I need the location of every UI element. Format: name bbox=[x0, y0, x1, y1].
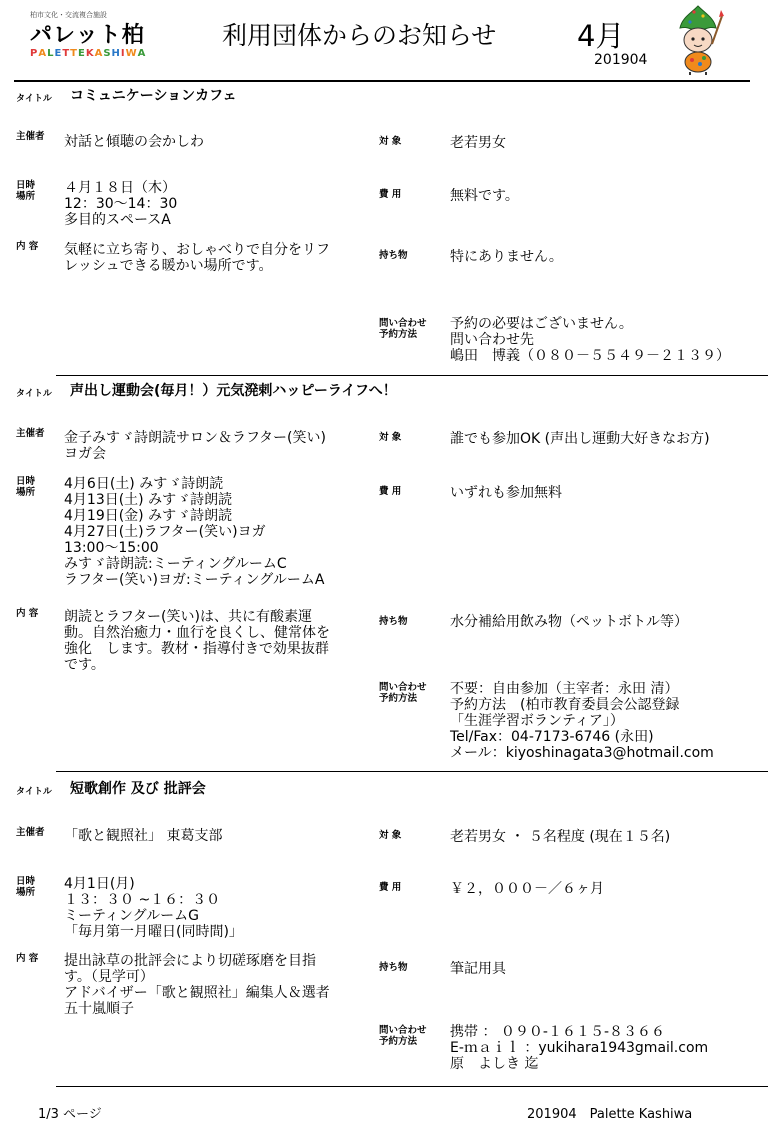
logo-letter: K bbox=[85, 48, 95, 59]
event-title: 短歌創作 及び 批評会 bbox=[70, 781, 206, 797]
header-divider bbox=[14, 80, 750, 82]
datetime-value: ４月１８日（木） 12：30～14：30 多目的スペースA bbox=[64, 180, 178, 228]
bring-value: 筆記用具 bbox=[450, 961, 506, 977]
logo-letter: A bbox=[94, 48, 104, 59]
section-divider bbox=[56, 1086, 768, 1087]
bring-value: 水分補給用飲み物（ペットボトル等） bbox=[450, 614, 688, 630]
datetime-value: 4月6日(土) みすゞ詩朗読 4月13日(土) みすゞ詩朗読 4月19日(金) みすゞ詩朗読 4月27日(土)ラフター(笑い)ヨガ 13:00～15:00 みすゞ詩朗読:ミーティングルームC ラフター(笑い)ヨガ:ミーティングルームA bbox=[64, 476, 325, 588]
datetime-value: 4月1日(月) １３：３０ ~１６：３０ ミーティングルームG 「毎月第一月曜日(同時間)」 bbox=[64, 876, 243, 940]
target-value: 老若男女 ・ ５名程度 (現在１５名) bbox=[450, 829, 671, 845]
contact-value: 携帯 ： ０９０-１６１５-８３６６ E-ｍａｉｌ ：yukihara1943gmail.com 原 よしき 迄 bbox=[450, 1024, 709, 1072]
contact-label: 問い合わせ 予約方法 bbox=[379, 1025, 427, 1047]
event-title: 声出し運動会(毎月！）元気溌剌ハッピーライフへ！ bbox=[70, 383, 397, 399]
logo-letter: H bbox=[111, 48, 121, 59]
datetime-label: 日時 場所 bbox=[16, 876, 36, 898]
bring-value: 特にありません。 bbox=[450, 249, 563, 265]
bring-label: 持ち物 bbox=[379, 616, 408, 627]
content-value: 朗読とラフター(笑い)は、共に有酸素運 動。自然治癒力・血行を良くし、健常体を 強化 します。教材・指導付きで効果抜群 です。 bbox=[64, 609, 330, 673]
content-label: 内 容 bbox=[16, 953, 39, 964]
mascot-illustration bbox=[670, 4, 726, 76]
logo-letter: A bbox=[38, 48, 48, 59]
logo-letter: T bbox=[62, 48, 71, 59]
fee-label: 費 用 bbox=[379, 486, 402, 497]
bring-label: 持ち物 bbox=[379, 250, 408, 261]
fee-label: 費 用 bbox=[379, 189, 402, 200]
fee-label: 費 用 bbox=[379, 882, 402, 893]
logo-letter: P bbox=[30, 48, 39, 59]
page-header bbox=[0, 0, 770, 82]
document-title: 利用団体からのお知らせ bbox=[222, 21, 497, 50]
fee-value: ￥２，０００－／６ヶ月 bbox=[450, 881, 604, 897]
fee-value: 無料です。 bbox=[450, 188, 519, 204]
bring-label: 持ち物 bbox=[379, 962, 408, 973]
target-label: 対 象 bbox=[379, 830, 402, 841]
section-divider bbox=[56, 375, 768, 376]
section-divider bbox=[56, 771, 768, 772]
target-value: 誰でも参加OK (声出し運動大好きなお方) bbox=[450, 431, 710, 447]
logo-letter: A bbox=[137, 48, 147, 59]
title-label: タイトル bbox=[16, 389, 52, 399]
contact-value: 予約の必要はございません。 問い合わせ先 嶋田 博義（０８０－５５４９－２１３９） bbox=[450, 316, 730, 364]
title-label: タイトル bbox=[16, 787, 52, 797]
organizer-value: 「歌と観照社」 東葛支部 bbox=[64, 828, 223, 844]
logo-subtext bbox=[30, 48, 146, 59]
target-label: 対 象 bbox=[379, 432, 402, 443]
logo-letter: T bbox=[70, 48, 78, 59]
logo-letter: E bbox=[77, 48, 86, 59]
logo-caption: 柏市文化・交流複合施設 bbox=[30, 11, 107, 19]
organizer-value: 対話と傾聴の会かしわ bbox=[64, 134, 204, 150]
fee-value: いずれも参加無料 bbox=[450, 485, 562, 501]
document-month: 4月 bbox=[577, 19, 625, 53]
footer-credit: 201904 Palette Kashiwa bbox=[527, 1107, 693, 1122]
logo-letter: S bbox=[103, 48, 112, 59]
organizer-label: 主催者 bbox=[16, 428, 45, 439]
contact-label: 問い合わせ 予約方法 bbox=[379, 318, 427, 340]
event-title: コミュニケーションカフェ bbox=[70, 88, 237, 104]
document-code: 201904 bbox=[594, 52, 648, 68]
page-number: 1/3 ページ bbox=[38, 1107, 102, 1122]
content-label: 内 容 bbox=[16, 241, 39, 252]
contact-value: 不要：自由参加（主宰者：永田 清） 予約方法 (柏市教育委員会公認登録 「生涯学習ボランティア」） Tel/Fax：04-7173-6746 (永田) メール：kiyoshinagata3@hotmail.com bbox=[450, 681, 714, 761]
content-label: 内 容 bbox=[16, 608, 39, 619]
target-value: 老若男女 bbox=[450, 135, 506, 151]
logo-text: パレット柏 bbox=[30, 23, 145, 48]
content-value: 気軽に立ち寄り、おしゃべりで自分をリフ レッシュできる暖かい場所です。 bbox=[64, 242, 330, 274]
logo-letter: I bbox=[120, 48, 126, 59]
logo-letter: W bbox=[125, 48, 138, 59]
logo-letter: E bbox=[54, 48, 63, 59]
datetime-label: 日時 場所 bbox=[16, 476, 36, 498]
title-label: タイトル bbox=[16, 94, 52, 104]
content-value: 提出詠草の批評会により切磋琢磨を目指 す。（見学可） アドバイザー「歌と観照社」編集人＆選者 五十嵐順子 bbox=[64, 953, 330, 1017]
contact-label: 問い合わせ 予約方法 bbox=[379, 682, 427, 704]
organizer-label: 主催者 bbox=[16, 827, 45, 838]
organizer-label: 主催者 bbox=[16, 131, 45, 142]
datetime-label: 日時 場所 bbox=[16, 180, 36, 202]
logo-letter: L bbox=[47, 48, 55, 59]
organizer-value: 金子みすゞ詩朗読サロン＆ラフター(笑い) ヨガ会 bbox=[64, 430, 326, 462]
target-label: 対 象 bbox=[379, 136, 402, 147]
